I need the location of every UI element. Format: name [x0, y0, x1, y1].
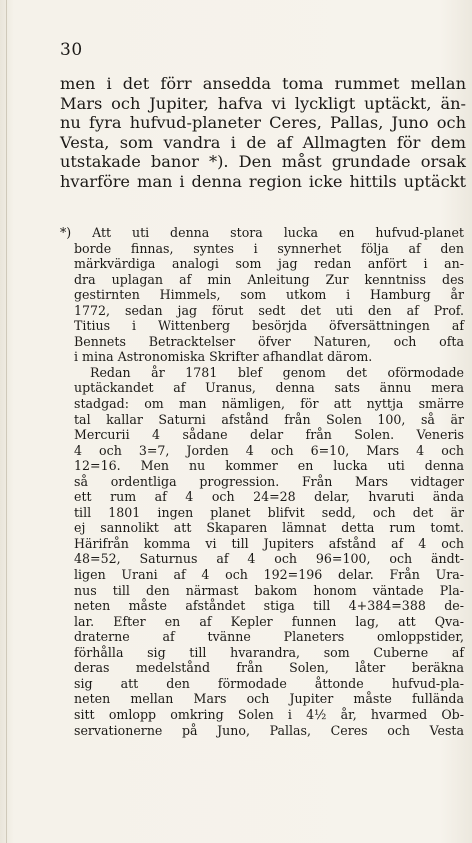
footnote-line: Härifrån komma vi till Jupiters afstånd af 4 och — [74, 535, 464, 551]
main-text-line: utstakade banor *). Den måst grundade orsak — [60, 152, 466, 172]
footnote-line: tal kallar Saturni afstånd från Solen 100, så är — [74, 411, 464, 427]
footnote-line: märkvärdiga analogi som jag redan anfört i an- — [74, 256, 464, 272]
footnote-line: borde finnas, syntes i synnerhet följa af den — [74, 240, 464, 256]
footnote-line: ej sannolikt att Skaparen lämnat detta rum tomt. — [74, 520, 464, 536]
footnote-line: uptäckandet af Uranus, denna sats ännu mera — [74, 380, 464, 396]
main-text-line: nu fyra hufvud-planeter Ceres, Pallas, Juno och — [60, 113, 466, 133]
footnote-line: deras medelstånd från Solen, låter beräkna — [74, 660, 464, 676]
footnote-line: servationerne på Juno, Pallas, Ceres och Vesta — [74, 722, 464, 738]
footnote-marker: *) — [60, 225, 72, 240]
footnote-line: 4 och 3=7, Jorden 4 och 6=10, Mars 4 och — [74, 442, 464, 458]
main-text-line: Mars och Jupiter, hafva vi lyckligt uptäckt, än- — [60, 93, 466, 113]
footnote-line: Titius i Wittenberg besörjda öfversättningen af — [74, 318, 464, 334]
footnote-line: Mercurii 4 sådane delar från Solen. Veneris — [74, 427, 464, 443]
footnote-line: lar. Efter en af Kepler funnen lag, att Qva- — [74, 613, 464, 629]
footnote-line: nus till den närmast bakom honom väntade Pla- — [74, 582, 464, 598]
footnote-line: 1772, sedan jag förut sedt det uti den af Prof. — [74, 302, 464, 318]
footnote-line: sitt omlopp omkring Solen i 4½ år, hvarmed Ob- — [74, 706, 464, 722]
footnote-line: Bennets Betracktelser öfver Naturen, och ofta — [74, 333, 464, 349]
footnote-line: neten mellan Mars och Jupiter måste fullända — [74, 691, 464, 707]
page-number: 30 — [60, 40, 83, 60]
footnote-line: ligen Urani af 4 och 192=196 delar. Från Ura- — [74, 567, 464, 583]
footnote-line: dra uplagan af min Anleitung Zur kenntniss des — [74, 271, 464, 287]
footnote-line: 12=16. Men nu kommer en lucka uti denna — [74, 458, 464, 474]
main-text-line: Vesta, som vandra i de af Allmagten för dem — [60, 132, 466, 152]
main-text-line: hvarföre man i denna region icke hittils uptäckt — [60, 171, 466, 191]
main-text-block — [60, 74, 466, 192]
footnote-line: förhålla sig till hvarandra, som Cuberne af — [74, 644, 464, 660]
footnote-line: så ordentliga progression. Från Mars vidtager — [74, 473, 464, 489]
footnote-line: i mina Astronomiska Skrifter afhandlat därom. — [74, 349, 373, 365]
footnote-line: till 1801 ingen planet blifvit sedd, och det är — [74, 504, 464, 520]
footnote-line: 48=52, Saturnus af 4 och 96=100, och ändt- — [74, 551, 464, 567]
footnote-block — [60, 225, 464, 738]
footnote-line: neten måste afståndet stiga till 4+384=388 de- — [74, 598, 464, 614]
footnote-line: draterne af tvänne Planeters omloppstider, — [74, 629, 464, 645]
footnote-line: ett rum af 4 och 24=28 delar, hvaruti ända — [74, 489, 464, 505]
footnote-line: gestirnten Himmels, som utkom i Hamburg år — [74, 287, 464, 303]
footnote-line: Redan år 1781 blef genom det oförmodade — [90, 364, 464, 380]
footnote-line — [60, 225, 464, 241]
footnote-line: sig att den förmodade åttonde hufvud-pla- — [74, 675, 464, 691]
footnote-line: stadgad: om man nämligen, för att nyttja smärre — [74, 396, 464, 412]
footnote-line-text: Att uti denna stora lucka en hufvud-planet — [92, 225, 464, 240]
main-text-line: men i det förr ansedda toma rummet mellan — [60, 74, 466, 93]
binding-gutter — [6, 0, 7, 843]
